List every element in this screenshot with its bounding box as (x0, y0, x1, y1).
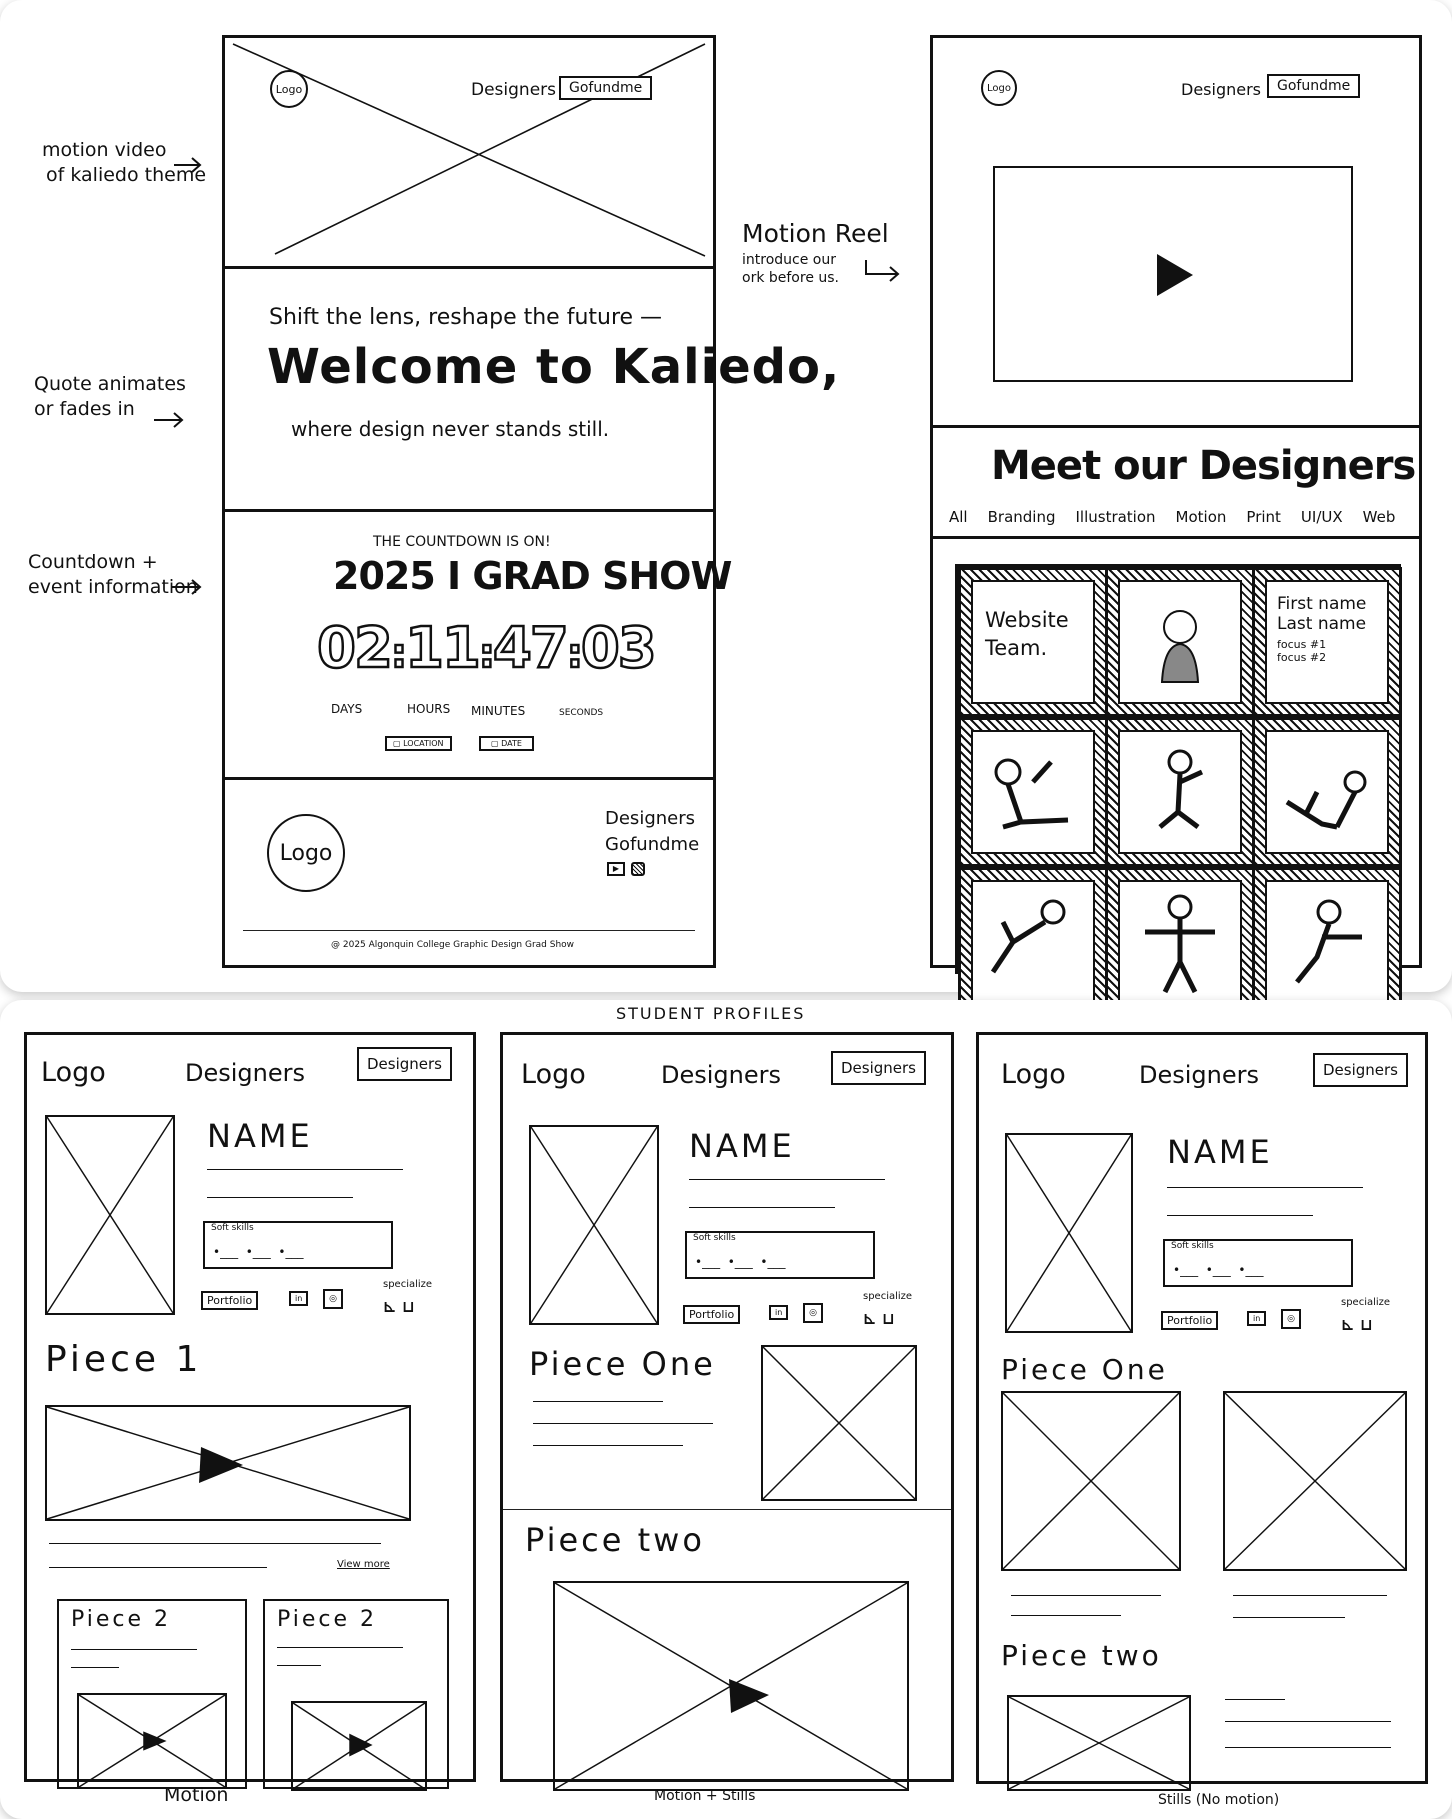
profile-photo (529, 1125, 659, 1325)
quote-line2: Welcome to Kaliedo, (267, 339, 841, 395)
designers-title: Meet our Designers (991, 443, 1416, 489)
profile-motion-wireframe (24, 1032, 476, 1782)
arrow-icon (152, 410, 186, 430)
instagram-icon[interactable]: ◎ (803, 1303, 823, 1323)
nav-designers[interactable]: Designers (471, 80, 556, 100)
specialize-label: specialize (863, 1291, 913, 1302)
designers-grid (955, 564, 1401, 974)
show-title: 2025 I GRAD SHOW (333, 554, 732, 598)
view-more-link[interactable]: View more (337, 1559, 390, 1570)
portfolio-button[interactable]: Portfolio (1161, 1311, 1218, 1330)
footer (225, 780, 713, 965)
annotation-motion-reel: Motion Reel introduce our ork before us. (742, 219, 889, 286)
nav-designers[interactable]: Designers (1181, 80, 1261, 99)
nav-designers-button[interactable]: Designers (357, 1047, 452, 1081)
designers-wireframe (930, 35, 1422, 968)
piece2-card[interactable]: Piece 2 (57, 1599, 247, 1789)
person-icon (1120, 582, 1240, 702)
play-icon[interactable] (1155, 252, 1195, 298)
copyright: @ 2025 Algonquin College Graphic Design Grad Show (331, 940, 575, 950)
social-icon[interactable] (631, 862, 645, 876)
days-label: DAYS (331, 702, 363, 716)
seconds-label: SECONDS (559, 708, 604, 718)
countdown-seconds: 03 (580, 616, 655, 681)
logo[interactable]: Logo (270, 70, 308, 108)
annotation-quote: Quote animates or fades in (34, 373, 186, 420)
minutes-label: MINUTES (471, 704, 526, 718)
student-name: NAME (1167, 1133, 1273, 1171)
countdown-days: 02 (317, 616, 391, 681)
nav-designers[interactable]: Designers (1139, 1061, 1259, 1089)
nav-designers[interactable]: Designers (185, 1059, 305, 1087)
caption-stills: Stills (No motion) (1158, 1792, 1280, 1808)
footer-designers-link[interactable]: Designers (605, 808, 695, 829)
soft-skills-box: Soft skills •___ •___ •___ (203, 1221, 393, 1269)
figure-icon (1120, 732, 1240, 852)
soft-skills-box: Soft skills •___ •___ •___ (1163, 1239, 1353, 1287)
piece1-image (761, 1345, 917, 1501)
piece2-title: Piece two (525, 1521, 705, 1559)
location-button[interactable]: ▢ LOCATION (385, 736, 452, 751)
quote-line1: Shift the lens, reshape the future — (269, 305, 663, 330)
piece1-video[interactable] (45, 1405, 411, 1521)
quote-line3: where design never stands still. (291, 417, 610, 441)
nav-gofundme-button[interactable]: Gofundme (1267, 74, 1360, 98)
quote-section (225, 269, 841, 509)
hero-video[interactable] (225, 38, 713, 266)
date-button[interactable]: ▢ DATE (479, 736, 534, 751)
motion-reel-video[interactable] (993, 166, 1353, 382)
logo[interactable]: Logo (981, 70, 1017, 106)
logo[interactable]: Logo (1001, 1059, 1066, 1090)
designer-tile[interactable] (1105, 867, 1255, 1017)
figure-icon (1267, 882, 1387, 1002)
nav-designers-button[interactable]: Designers (1313, 1053, 1408, 1087)
logo[interactable]: Logo (41, 1057, 106, 1088)
filter-branding[interactable]: Branding (987, 508, 1056, 526)
designer-tile[interactable] (1252, 867, 1402, 1017)
footer-logo[interactable]: Logo (267, 814, 345, 892)
linkedin-icon[interactable]: in (769, 1305, 788, 1320)
nav-designers[interactable]: Designers (661, 1061, 781, 1089)
countdown-hours: 11 (404, 616, 479, 681)
piece2-image (1007, 1695, 1191, 1791)
countdown-timer: 02:11:47:03 (317, 616, 655, 681)
play-icon[interactable] (197, 1445, 245, 1485)
designer-tile[interactable] (958, 717, 1108, 867)
portfolio-button[interactable]: Portfolio (683, 1305, 740, 1324)
filter-all[interactable]: All (949, 508, 968, 526)
figure-icon (1267, 732, 1387, 852)
piece1-image (1001, 1391, 1181, 1571)
piece1-image-2 (1223, 1391, 1407, 1571)
soft-skills-box: Soft skills •___ •___ •___ (685, 1231, 875, 1279)
piece1-title: Piece One (1001, 1353, 1168, 1386)
countdown-minutes: 47 (492, 616, 567, 681)
instagram-icon[interactable]: ◎ (1281, 1309, 1301, 1329)
portfolio-button[interactable]: Portfolio (201, 1291, 258, 1310)
specialty-icons: ⊾ ⊔ (1341, 1315, 1373, 1334)
filter-bar (949, 508, 1395, 526)
figure-icon (1120, 882, 1240, 1002)
piece2-card[interactable]: Piece 2 (263, 1599, 449, 1789)
piece1-title: Piece 1 (45, 1339, 203, 1380)
countdown-kicker: THE COUNTDOWN IS ON! (373, 534, 551, 550)
arrow-icon (172, 155, 204, 175)
caption-motion-stills: Motion + Stills (654, 1788, 756, 1804)
profile-stills-wireframe (976, 1032, 1428, 1784)
nav-gofundme-button[interactable]: Gofundme (559, 76, 652, 100)
arrow-icon (862, 258, 904, 286)
annotation-countdown: Countdown + event information (28, 551, 198, 598)
filter-uiux[interactable]: UI/UX (1300, 508, 1343, 526)
designer-tile[interactable] (958, 867, 1108, 1017)
specialize-label: specialize (383, 1279, 433, 1290)
student-name: NAME (207, 1117, 313, 1155)
play-icon[interactable] (727, 1677, 771, 1717)
figure-icon (973, 732, 1093, 852)
filter-web[interactable]: Web (1362, 508, 1396, 526)
arrow-icon (170, 577, 204, 597)
designer-profile-card[interactable]: First name Last name focus #1 focus #2 (1252, 567, 1402, 717)
specialty-icons: ⊾ ⊔ (863, 1309, 895, 1328)
student-name: NAME (689, 1127, 795, 1165)
figure-icon (973, 882, 1093, 1002)
filter-print[interactable]: Print (1246, 508, 1281, 526)
profile-photo (1005, 1133, 1133, 1333)
logo[interactable]: Logo (521, 1059, 586, 1090)
piece2-title: Piece two (1001, 1639, 1162, 1672)
linkedin-icon[interactable]: in (289, 1291, 308, 1306)
nav-designers-button[interactable]: Designers (831, 1051, 926, 1085)
hours-label: HOURS (407, 702, 451, 716)
filter-illustration[interactable]: Illustration (1075, 508, 1156, 526)
countdown-section (225, 512, 732, 777)
designer-tile[interactable] (1252, 717, 1402, 867)
instagram-icon[interactable]: ◎ (323, 1289, 343, 1309)
youtube-icon[interactable]: ▶ (607, 862, 625, 876)
footer-gofundme-link[interactable]: Gofundme (605, 834, 700, 855)
piece1-title: Piece One (529, 1345, 716, 1383)
designer-tile[interactable] (1105, 717, 1255, 867)
designer-tile[interactable] (1105, 567, 1255, 717)
filter-motion[interactable]: Motion (1175, 508, 1227, 526)
website-team-tile[interactable]: Website Team. (958, 567, 1108, 717)
specialize-label: specialize (1341, 1297, 1391, 1308)
linkedin-icon[interactable]: in (1247, 1311, 1266, 1326)
piece2-video[interactable] (553, 1581, 909, 1791)
annotation-motion-video: motion video of kaliedo theme (42, 139, 207, 186)
specialty-icons: ⊾ ⊔ (383, 1297, 415, 1316)
profiles-heading: STUDENT PROFILES (616, 1004, 806, 1023)
profile-photo (45, 1115, 175, 1315)
profile-motion-stills-wireframe (500, 1032, 954, 1782)
caption-motion: Motion (164, 1784, 229, 1806)
